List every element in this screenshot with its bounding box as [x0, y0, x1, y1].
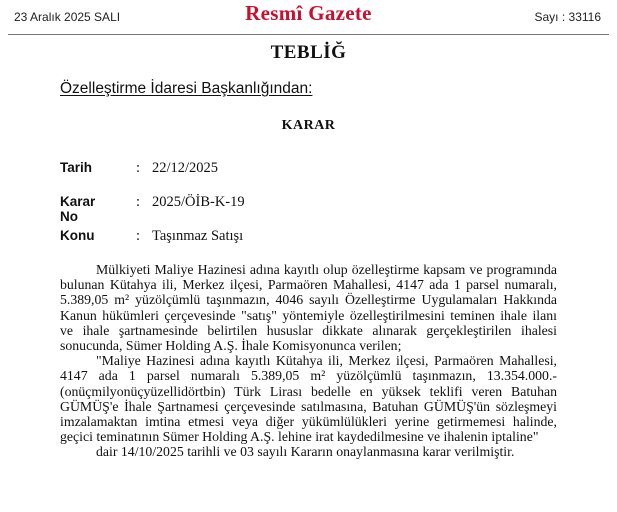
meta-value: Taşınmaz Satışı: [152, 228, 244, 244]
gazette-header: [8, 0, 609, 35]
meta-value: 2025/ÖİB-K-19: [152, 194, 245, 210]
meta-value: 22/12/2025: [152, 160, 219, 176]
meta-label: Konu: [60, 228, 95, 243]
meta-label: Karar No: [60, 194, 96, 224]
meta-colon: :: [136, 228, 141, 244]
meta-colon: :: [136, 160, 141, 176]
decision-heading: KARAR: [281, 118, 336, 133]
body-paragraph-closing: dair 14/10/2025 tarihli ve 03 sayılı Kararın onaylanmasına karar verilmiştir.: [96, 444, 515, 460]
gazette-title: Resmî Gazete: [245, 1, 372, 25]
body-paragraph-quote: "Maliye Hazinesi adına kayıtlı Kütahya ili, Merkez ilçesi, Parmaören Mahallesi, 4147 ada 1 parsel numaralı 5.389,05 m² yüzölçümlü taşınmazın, 13.354.000.-(onüçmilyonüçyüzellidörtbin) Türk Lirası bedelle en yüksek teklifi veren Batuhan GÜMÜŞ'e İhale Şartnamesi çerçevesinde satılmasına, Batuhan GÜMÜŞ'ün sözleşmeyi imzalamaktan imtina etmesi veya diğer yükümlülükleri yerine getirmemesi halinde, geçici teminatının Sümer Holding A.Ş. lehine irat kaydedilmesine ve ihalenin iptaline": [60, 353, 557, 445]
body-paragraph: Mülkiyeti Maliye Hazinesi adına kayıtlı olup özelleştirme kapsam ve programında bulunan Kütahya ili, Merkez ilçesi, Parmaören Mahallesi, 4147 ada 1 parsel numaralı, 5.389,05 m² yüzölçümlü taşınmazın, 4046 sayılı Özelleştirme Uygulamaları Hakkında Kanun hükümleri çerçevesinde "satış" yöntemiyle özelleştirilmesini teminen ihale ilanı ve ihale şartnamesinde belirtilen hususlar dikkate alınarak gerçekleştirilen ihalesi sonucunda, Sümer Holding A.Ş. İhale Komisyonunca verilen;: [60, 262, 557, 354]
meta-colon: :: [136, 194, 141, 210]
header-date: 23 Aralık 2025 SALI: [14, 10, 121, 24]
header-issue-number: Sayı : 33116: [534, 10, 601, 24]
meta-label: Tarih: [60, 160, 93, 175]
issuing-authority: Özelleştirme İdaresi Başkanlığından:: [60, 80, 313, 97]
decision-body: [60, 262, 557, 460]
document-type-heading: TEBLİĞ: [270, 42, 347, 63]
